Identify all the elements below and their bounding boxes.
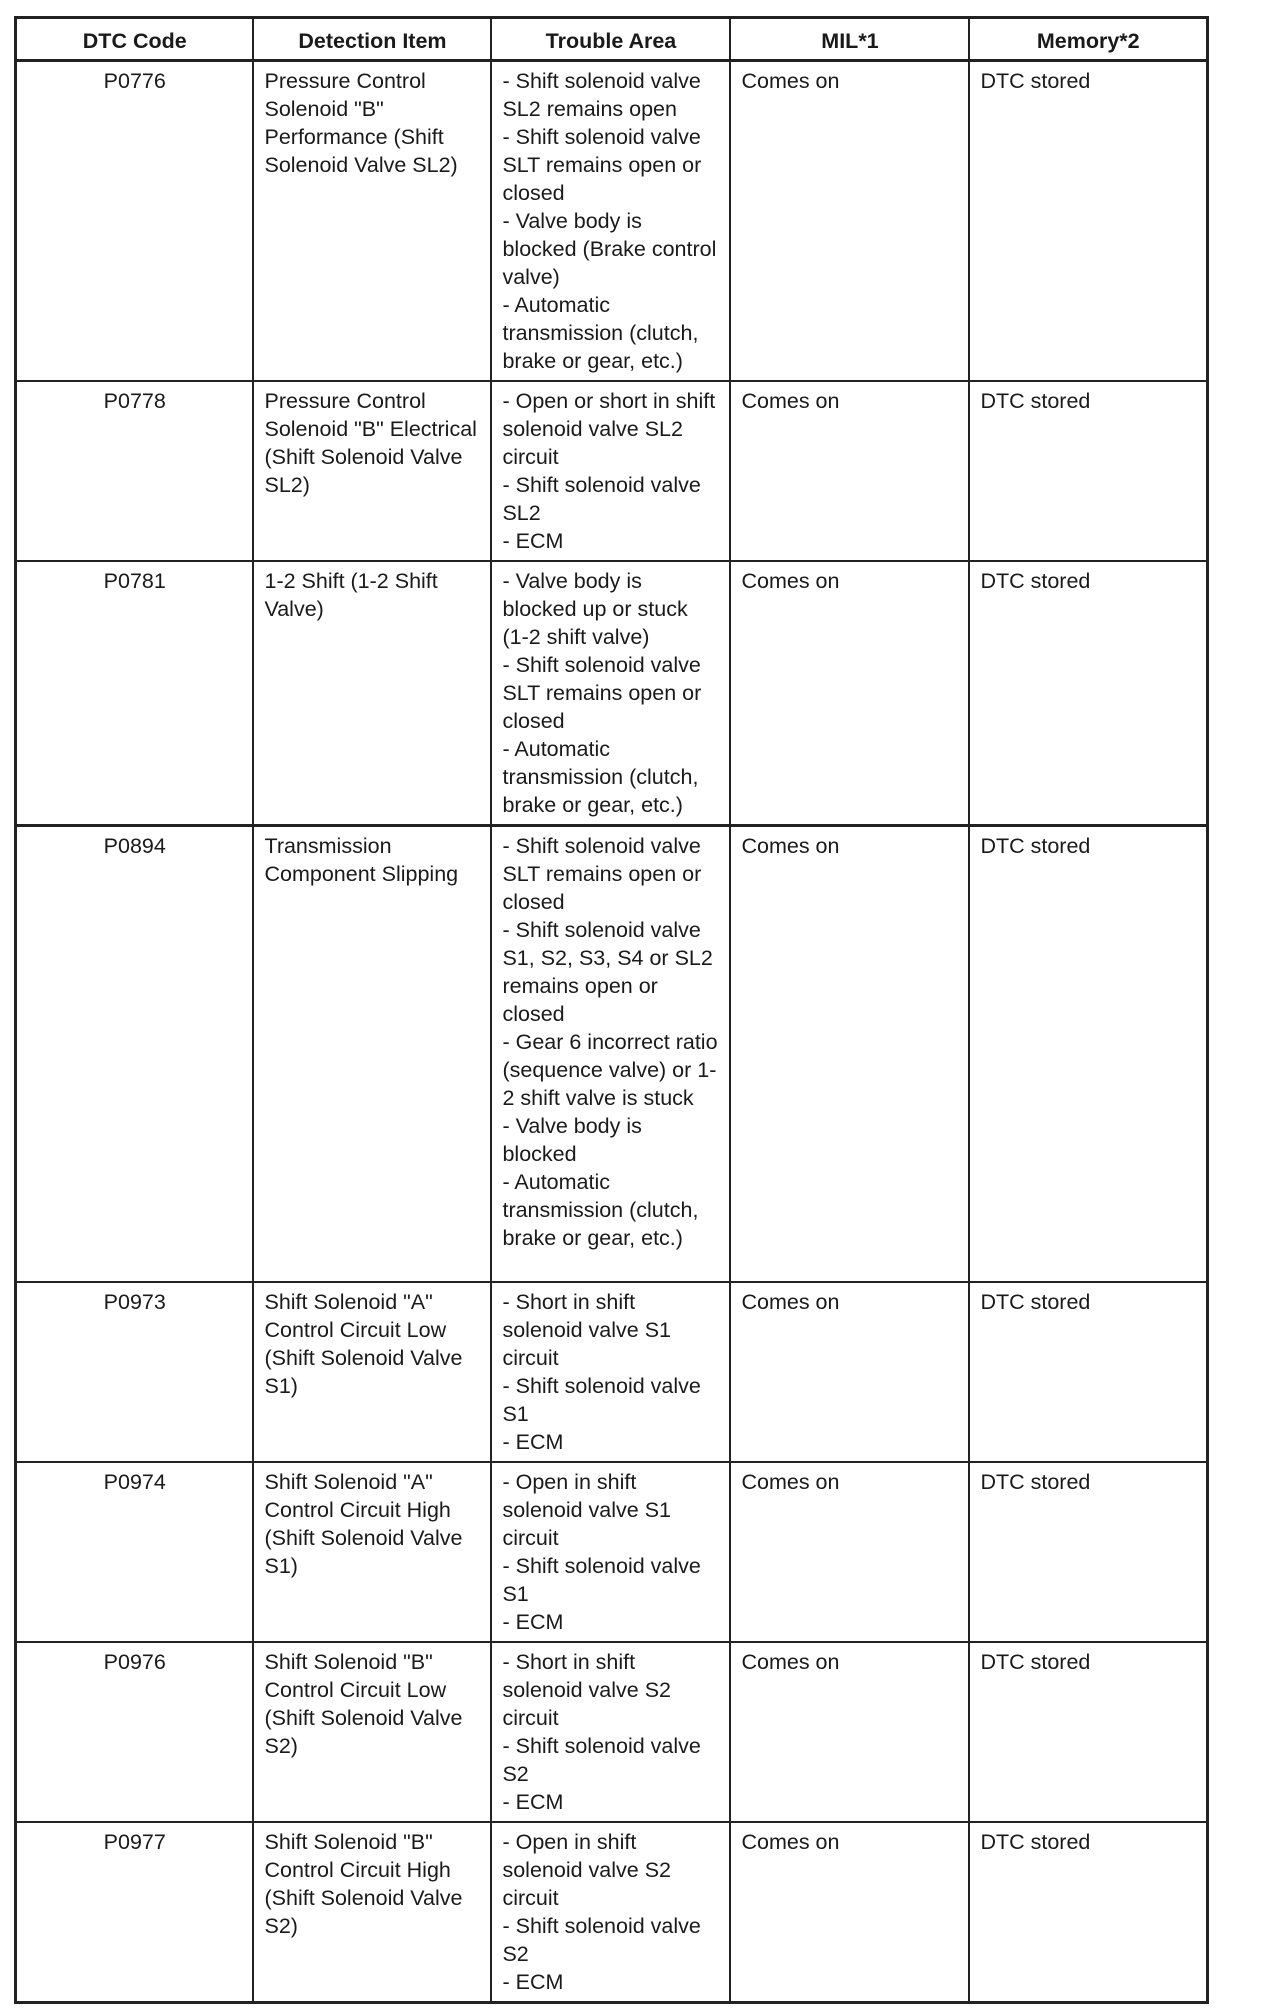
header-memory: Memory*2 bbox=[969, 18, 1207, 61]
trouble-area-cell bbox=[491, 1282, 730, 1462]
trouble-line: - Short in shift solenoid valve S2 circuit bbox=[502, 1649, 671, 1730]
trouble-area-cell bbox=[491, 561, 730, 826]
trouble-line: - Valve body is blocked (Brake control valve) bbox=[502, 209, 717, 289]
trouble-line: - Open in shift solenoid valve S2 circuit bbox=[502, 1829, 671, 1910]
detection-item-cell: Shift Solenoid "B" Control Circuit Low (Shift Solenoid Valve S2) bbox=[253, 1642, 491, 1822]
detection-item-cell: Pressure Control Solenoid "B" Electrical (Shift Solenoid Valve SL2) bbox=[253, 381, 491, 561]
detection-item-cell: Shift Solenoid "B" Control Circuit High (Shift Solenoid Valve S2) bbox=[253, 1822, 491, 2003]
header-mil: MIL*1 bbox=[730, 18, 969, 61]
memory-cell: DTC stored bbox=[969, 1822, 1207, 2003]
mil-cell: Comes on bbox=[730, 1822, 969, 2003]
table-row bbox=[16, 381, 1208, 561]
memory-cell: DTC stored bbox=[969, 1642, 1207, 1822]
trouble-line: - ECM bbox=[502, 1969, 564, 1994]
trouble-line: - Automatic transmission (clutch, brake or gear, etc.) bbox=[502, 737, 699, 817]
dtc-code-cell: P0781 bbox=[16, 561, 254, 826]
table-row bbox=[16, 1282, 1208, 1462]
trouble-line: - Short in shift solenoid valve S1 circuit bbox=[502, 1289, 671, 1370]
dtc-code-cell: P0977 bbox=[16, 1822, 254, 2003]
table-row bbox=[16, 1462, 1208, 1642]
trouble-line: - Shift solenoid valve SLT remains open or closed bbox=[502, 125, 702, 205]
memory-cell: DTC stored bbox=[969, 1282, 1207, 1462]
trouble-line: - Automatic transmission (clutch, brake or gear, etc.) bbox=[502, 1170, 699, 1250]
mil-cell: Comes on bbox=[730, 826, 969, 1282]
trouble-area-cell bbox=[491, 826, 730, 1282]
trouble-line: - Shift solenoid valve S1 bbox=[502, 1553, 701, 1606]
detection-item-cell: Pressure Control Solenoid "B" Performance (Shift Solenoid Valve SL2) bbox=[253, 61, 491, 382]
memory-cell: DTC stored bbox=[969, 1462, 1207, 1642]
trouble-line: - ECM bbox=[502, 1609, 564, 1634]
trouble-area-cell bbox=[491, 1822, 730, 2003]
memory-cell: DTC stored bbox=[969, 826, 1207, 1282]
table-row bbox=[16, 561, 1208, 826]
trouble-line: - Valve body is blocked up or stuck (1-2 shift valve) bbox=[502, 569, 688, 649]
detection-item-cell: Transmission Component Slipping bbox=[253, 826, 491, 1282]
trouble-area-cell bbox=[491, 61, 730, 382]
trouble-line: - Gear 6 incorrect ratio (sequence valve) or 1-2 shift valve is stuck bbox=[502, 1030, 718, 1110]
mil-cell: Comes on bbox=[730, 1462, 969, 1642]
trouble-line: - Shift solenoid valve S1, S2, S3, S4 or SL2 remains open or closed bbox=[502, 918, 713, 1026]
header-detection-item: Detection Item bbox=[253, 18, 491, 61]
trouble-line: - Open in shift solenoid valve S1 circuit bbox=[502, 1469, 671, 1550]
trouble-line: - Shift solenoid valve S2 bbox=[502, 1913, 701, 1966]
trouble-line: - Shift solenoid valve SL2 remains open bbox=[502, 69, 701, 121]
table-row bbox=[16, 1642, 1208, 1822]
trouble-line: - Automatic transmission (clutch, brake or gear, etc.) bbox=[502, 293, 699, 373]
trouble-area-cell bbox=[491, 1642, 730, 1822]
memory-cell: DTC stored bbox=[969, 561, 1207, 826]
dtc-code-cell: P0776 bbox=[16, 61, 254, 382]
dtc-code-cell: P0894 bbox=[16, 826, 254, 1282]
memory-cell: DTC stored bbox=[969, 381, 1207, 561]
mil-cell: Comes on bbox=[730, 1282, 969, 1462]
mil-cell: Comes on bbox=[730, 1642, 969, 1822]
dtc-code-cell: P0778 bbox=[16, 381, 254, 561]
trouble-area-cell bbox=[491, 1462, 730, 1642]
detection-item-cell: Shift Solenoid "A" Control Circuit High (Shift Solenoid Valve S1) bbox=[253, 1462, 491, 1642]
header-dtc-code: DTC Code bbox=[16, 18, 254, 61]
mil-cell: Comes on bbox=[730, 61, 969, 382]
trouble-line: - Shift solenoid valve SLT remains open or closed bbox=[502, 834, 702, 914]
table-header-row bbox=[16, 18, 1208, 61]
detection-item-cell: Shift Solenoid "A" Control Circuit Low (Shift Solenoid Valve S1) bbox=[253, 1282, 491, 1462]
mil-cell: Comes on bbox=[730, 561, 969, 826]
detection-item-cell: 1-2 Shift (1-2 Shift Valve) bbox=[253, 561, 491, 826]
table-row bbox=[16, 61, 1208, 382]
trouble-line: - Shift solenoid valve SLT remains open or closed bbox=[502, 653, 702, 733]
trouble-line: - Shift solenoid valve S1 bbox=[502, 1373, 701, 1426]
trouble-line: - Shift solenoid valve SL2 bbox=[502, 473, 701, 525]
table-row bbox=[16, 826, 1208, 1282]
dtc-code-cell: P0974 bbox=[16, 1462, 254, 1642]
dtc-code-cell: P0976 bbox=[16, 1642, 254, 1822]
trouble-line: - Shift solenoid valve S2 bbox=[502, 1733, 701, 1786]
memory-cell: DTC stored bbox=[969, 61, 1207, 382]
dtc-table bbox=[14, 16, 1209, 2004]
dtc-code-cell: P0973 bbox=[16, 1282, 254, 1462]
mil-cell: Comes on bbox=[730, 381, 969, 561]
trouble-line: - ECM bbox=[502, 529, 564, 553]
table-row bbox=[16, 1822, 1208, 2003]
trouble-line: - ECM bbox=[502, 1789, 564, 1814]
trouble-line: - Open or short in shift solenoid valve SL2 circuit bbox=[502, 389, 716, 469]
trouble-area-cell bbox=[491, 381, 730, 561]
trouble-line: - Valve body is blocked bbox=[502, 1114, 642, 1166]
header-trouble-area: Trouble Area bbox=[491, 18, 730, 61]
trouble-line: - ECM bbox=[502, 1429, 564, 1454]
